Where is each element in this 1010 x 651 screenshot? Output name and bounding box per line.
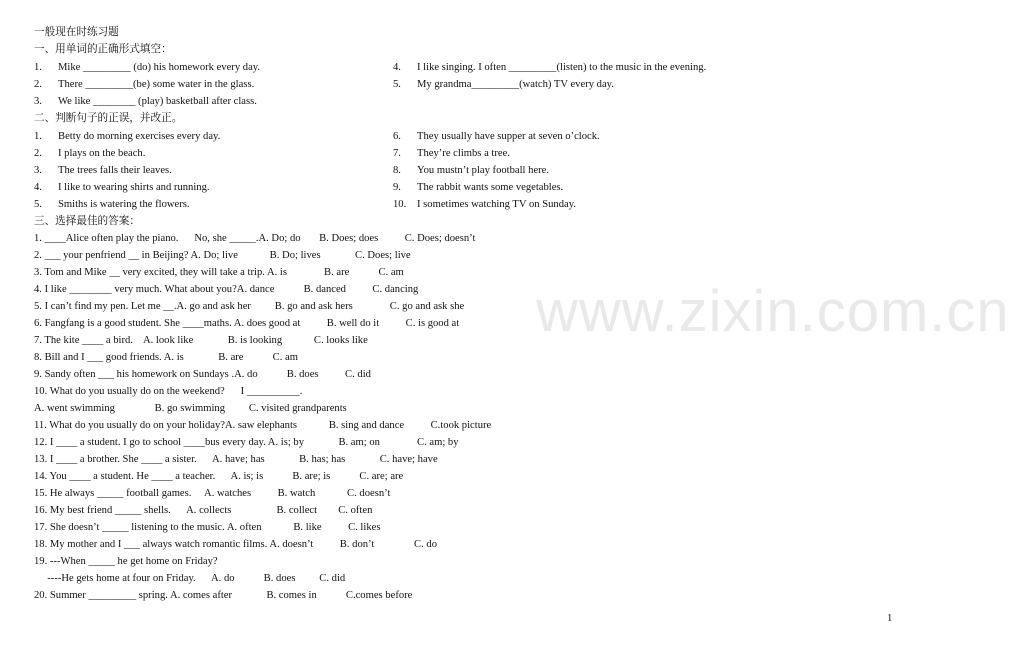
s3-line: 10. What do you usually do on the weekend? I __________. bbox=[34, 386, 303, 397]
s3-line: 17. She doesn’t _____ listening to the music. A. often B. like C. likes bbox=[34, 522, 381, 533]
item-text: We like ________ (play) basketball after class. bbox=[58, 96, 257, 107]
s3-line: A. went swimming B. go swimming C. visited grandparents bbox=[34, 403, 347, 414]
page-number: 1 bbox=[887, 613, 893, 624]
s3-line: ----He gets home at four on Friday. A. do B. does C. did bbox=[34, 573, 346, 584]
s1-item-4 bbox=[393, 61, 706, 75]
item-number: 2. bbox=[34, 148, 42, 159]
s3-line: 15. He always _____ football games. A. watches B. watch C. doesn’t bbox=[34, 488, 391, 499]
item-text: Mike _________ (do) his homework every day. bbox=[58, 62, 261, 73]
s3-line: 2. ___ your penfriend __ in Beijing? A. Do; live B. Do; lives C. Does; live bbox=[34, 250, 411, 261]
s3-line: 18. My mother and I ___ always watch romantic films. A. doesn’t B. don’t C. do bbox=[34, 539, 438, 550]
s3-line: 1. ____Alice often play the piano. No, she _____.A. Do; do B. Does; does C. Does; doesn’t bbox=[34, 233, 476, 244]
s3-line: 4. I like ________ very much. What about you?A. dance B. danced C. dancing bbox=[34, 284, 419, 295]
s2-item-4 bbox=[34, 181, 210, 195]
s2-item-6 bbox=[393, 130, 600, 144]
s3-line: 12. I ____ a student. I go to school ____bus every day. A. is; by B. am; on C. am; by bbox=[34, 437, 459, 448]
s2-item-1 bbox=[34, 130, 220, 144]
s3-line: 13. I ____ a brother. She ____ a sister. A. have; has B. has; has C. have; have bbox=[34, 454, 438, 465]
item-text: My grandma_________(watch) TV every day. bbox=[417, 79, 614, 90]
s3-line: 19. ---When _____ he get home on Friday? bbox=[34, 556, 218, 567]
s1-item-3 bbox=[34, 95, 257, 109]
item-text: I sometimes watching TV on Sunday. bbox=[417, 199, 576, 210]
item-text: The trees falls their leaves. bbox=[58, 165, 172, 176]
item-number: 9. bbox=[393, 182, 401, 193]
item-text: They usually have supper at seven o’clock. bbox=[417, 131, 600, 142]
s2-item-5 bbox=[34, 198, 190, 212]
item-text: The rabbit wants some vegetables. bbox=[417, 182, 564, 193]
item-number: 5. bbox=[393, 79, 401, 90]
s3-line: 6. Fangfang is a good student. She ____maths. A. does good at B. well do it C. is good at bbox=[34, 318, 460, 329]
section-3-heading: 三、选择最佳的答案： bbox=[34, 216, 140, 227]
item-number: 3. bbox=[34, 165, 42, 176]
page-title: 一般现在时练习题 bbox=[34, 27, 119, 38]
item-text: You mustn’t play football here. bbox=[417, 165, 550, 176]
item-text: They’re climbs a tree. bbox=[417, 148, 510, 159]
s3-line: 5. I can’t find my pen. Let me __.A. go and ask her B. go and ask hers C. go and ask she bbox=[34, 301, 465, 312]
s3-line: 9. Sandy often ___ his homework on Sundays .A. do B. does C. did bbox=[34, 369, 371, 380]
s1-item-1 bbox=[34, 61, 260, 75]
item-number: 3. bbox=[34, 96, 42, 107]
s3-line: 16. My best friend _____ shells. A. collects B. collect C. often bbox=[34, 505, 373, 516]
s3-line: 8. Bill and I ___ good friends. A. is B. are C. am bbox=[34, 352, 298, 363]
item-text: There _________(be) some water in the glass. bbox=[58, 79, 255, 90]
s1-item-5 bbox=[393, 78, 614, 92]
s2-item-2 bbox=[34, 147, 145, 161]
item-text: I plays on the beach. bbox=[58, 148, 146, 159]
section-1-heading: 一、用单词的正确形式填空： bbox=[34, 44, 172, 55]
s2-item-3 bbox=[34, 164, 172, 178]
item-number: 6. bbox=[393, 131, 401, 142]
item-text: Smiths is watering the flowers. bbox=[58, 199, 190, 210]
item-text: I like singing. I often _________(listen) to the music in the evening. bbox=[417, 62, 707, 73]
watermark: www.zixin.com.cn bbox=[536, 279, 1010, 344]
s2-item-8 bbox=[393, 164, 549, 178]
s1-item-2 bbox=[34, 78, 254, 92]
item-number: 1. bbox=[34, 131, 42, 142]
item-number: 1. bbox=[34, 62, 42, 73]
s3-line: 11. What do you usually do on your holiday?A. saw elephants B. sing and dance C.took picture bbox=[34, 420, 492, 431]
item-number: 10. bbox=[393, 199, 407, 210]
item-number: 2. bbox=[34, 79, 42, 90]
s2-item-9 bbox=[393, 181, 563, 195]
s3-line: 14. You ____ a student. He ____ a teacher. A. is; is B. are; is C. are; are bbox=[34, 471, 404, 482]
s2-item-7 bbox=[393, 147, 510, 161]
item-number: 4. bbox=[393, 62, 401, 73]
item-number: 4. bbox=[34, 182, 42, 193]
item-number: 8. bbox=[393, 165, 401, 176]
item-number: 5. bbox=[34, 199, 42, 210]
item-number: 7. bbox=[393, 148, 401, 159]
item-text: I like to wearing shirts and running. bbox=[58, 182, 210, 193]
s2-item-10 bbox=[393, 198, 576, 212]
s3-line: 7. The kite ____ a bird. A. look like B. is looking C. looks like bbox=[34, 335, 368, 346]
s3-line: 3. Tom and Mike __ very excited, they will take a trip. A. is B. are C. am bbox=[34, 267, 404, 278]
s3-line: 20. Summer _________ spring. A. comes after B. comes in C.comes before bbox=[34, 590, 413, 601]
item-text: Betty do morning exercises every day. bbox=[58, 131, 221, 142]
section-2-heading: 二、判断句子的正误，并改正。 bbox=[34, 113, 183, 124]
